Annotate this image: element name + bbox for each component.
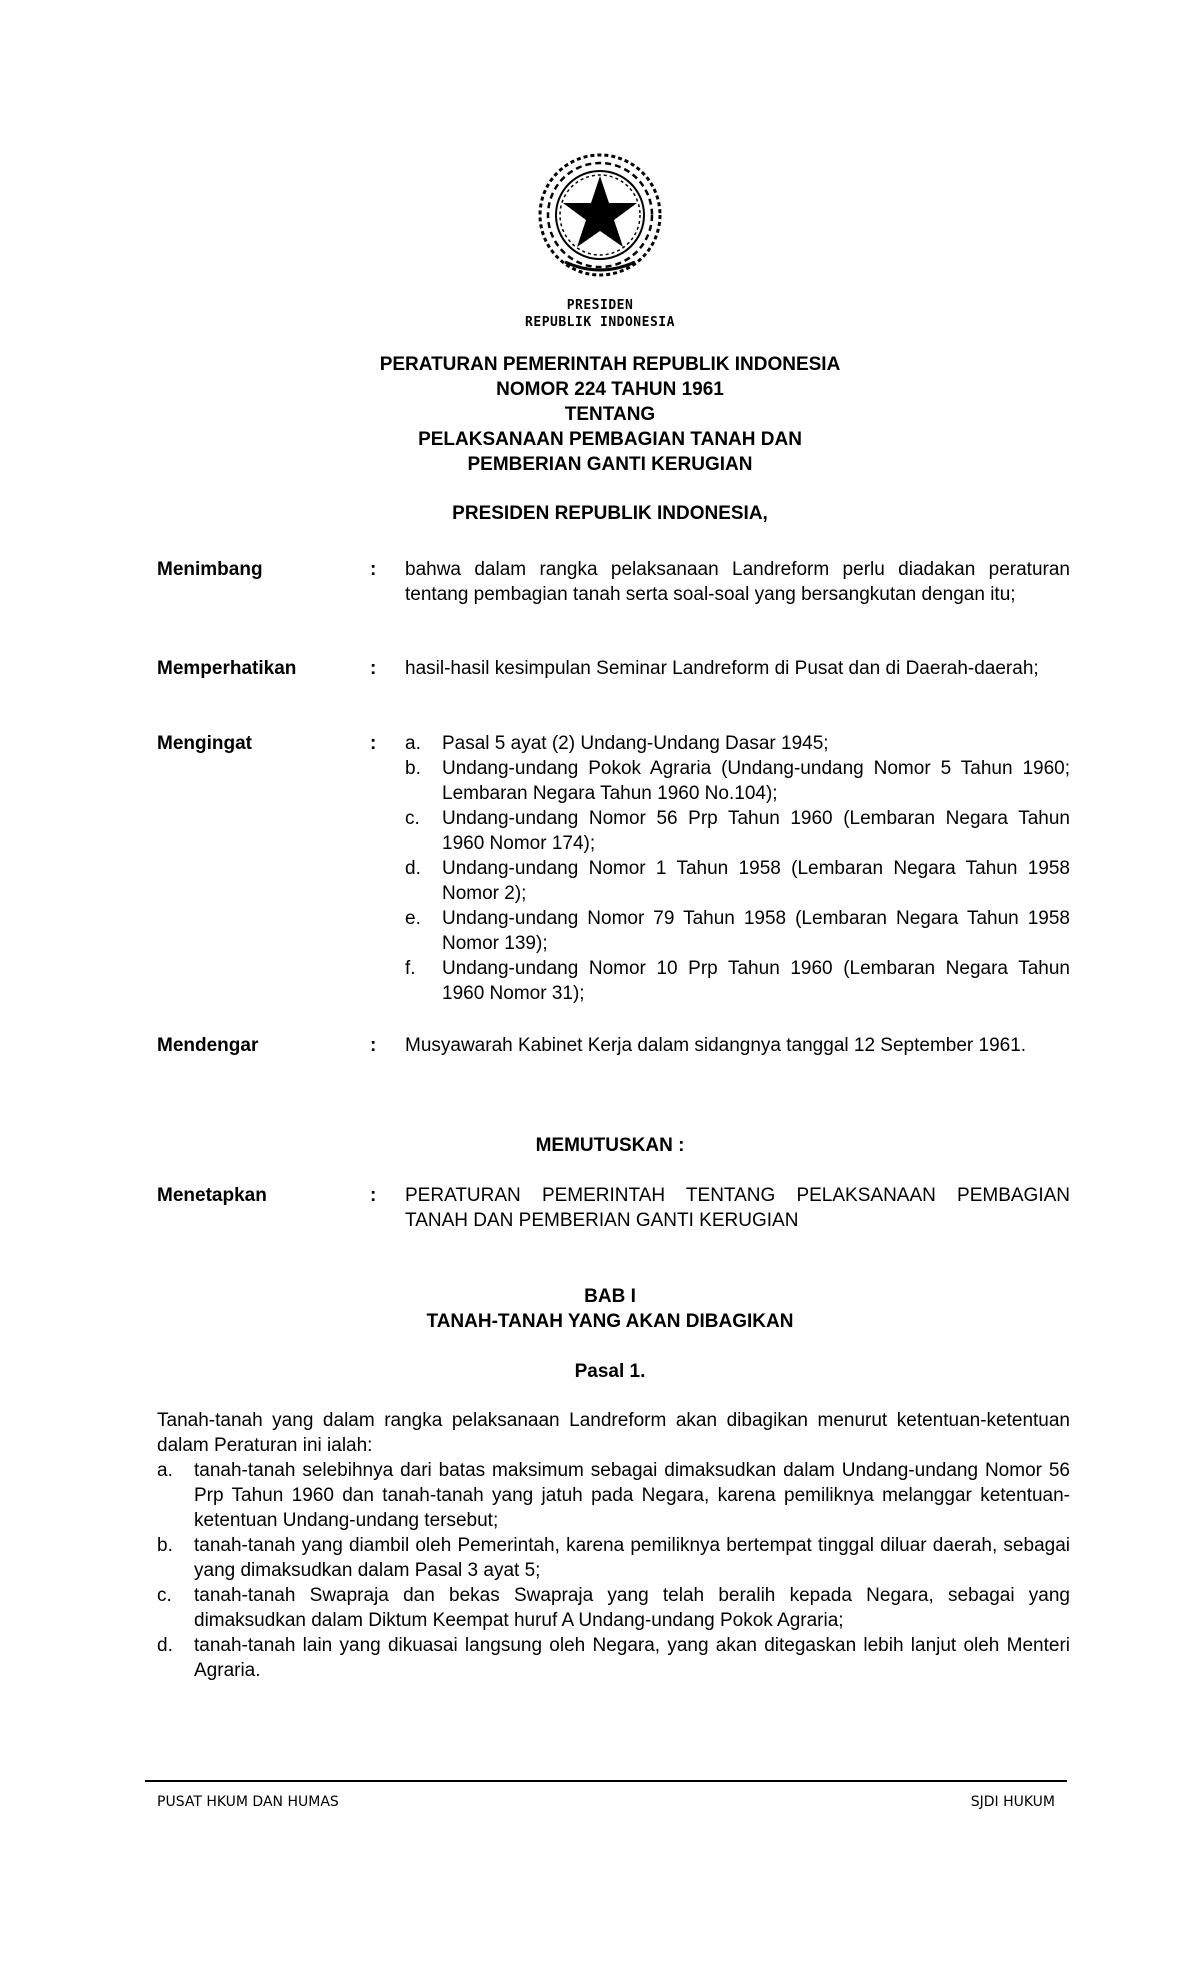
- consideration-label: Mendengar: [157, 1035, 259, 1056]
- footer-right-text: SJDI HUKUM: [970, 1794, 1055, 1810]
- emblem-caption-line2: REPUBLIK INDONESIA: [525, 315, 675, 330]
- list-letter: f.: [405, 958, 416, 979]
- list-text: Undang-undang Pokok Agraria (Undang-undang Nomor 5 Tahun 1960; Lembaran Negara Tahun 1960 No.104);: [442, 758, 1070, 804]
- garuda-star-emblem-icon: [535, 150, 665, 280]
- list-item: [405, 806, 1070, 856]
- list-text: Undang-undang Nomor 56 Prp Tahun 1960 (Lembaran Negara Tahun 1960 Nomor 174);: [442, 808, 1070, 854]
- consideration-text: bahwa dalam rangka pelaksanaan Landreform perlu diadakan peraturan tentang pembagian tanah serta soal-soal yang bersangkutan dengan itu;: [405, 559, 1070, 605]
- consideration-text: Musyawarah Kabinet Kerja dalam sidangnya tanggal 12 September 1961.: [405, 1035, 1027, 1056]
- list-item: [405, 906, 1070, 956]
- document-title: [200, 352, 1020, 477]
- consideration-label: Menimbang: [157, 559, 263, 580]
- decision-heading: MEMUTUSKAN :: [535, 1135, 685, 1156]
- list-letter: d.: [405, 858, 421, 879]
- consideration-label: Memperhatikan: [157, 658, 297, 679]
- list-text: tanah-tanah Swapraja dan bekas Swapraja yang telah beralih kepada Negara, sebagai yang dimaksudkan dalam Diktum Keempat huruf A Undang-undang Pokok Agraria;: [194, 1585, 1070, 1631]
- decision-label: Menetapkan: [157, 1185, 267, 1206]
- chapter-title: TANAH-TANAH YANG AKAN DIBAGIKAN: [426, 1311, 794, 1332]
- list-letter: a.: [405, 733, 421, 754]
- article-body: [157, 1408, 1070, 1683]
- list-text: tanah-tanah lain yang dikuasai langsung oleh Negara, yang akan ditegaskan lebih lanjut oleh Menteri Agraria.: [194, 1635, 1070, 1681]
- emblem-caption-line1: PRESIDEN: [566, 298, 634, 313]
- list-text: tanah-tanah selebihnya dari batas maksimum sebagai dimaksudkan dalam Undang-undang Nomor 56 Prp Tahun 1960 dan tanah-tanah yang jatuh pada Negara, karena pemiliknya melanggar ketentuan-ketentuan Undang-undang tersebut;: [194, 1460, 1070, 1531]
- footer-divider: [145, 1780, 1067, 1782]
- emblem-caption: [460, 297, 740, 331]
- issuer-heading: PRESIDEN REPUBLIK INDONESIA,: [452, 503, 768, 524]
- footer-left-text: PUSAT HKUM DAN HUMAS: [157, 1794, 339, 1810]
- title-line: PERATURAN PEMERINTAH REPUBLIK INDONESIA: [379, 354, 841, 375]
- article-heading: Pasal 1.: [574, 1361, 646, 1382]
- list-item: [405, 856, 1070, 906]
- list-letter: c.: [405, 808, 420, 829]
- consideration-colon: :: [370, 658, 377, 679]
- list-item: [157, 1633, 1070, 1683]
- consideration-mengingat: [157, 731, 1070, 1006]
- title-line: NOMOR 224 TAHUN 1961: [496, 379, 724, 400]
- consideration-text: hasil-hasil kesimpulan Seminar Landreform di Pusat dan di Daerah-daerah;: [405, 658, 1039, 679]
- decision-text: PERATURAN PEMERINTAH TENTANG PELAKSANAAN PEMBAGIAN TANAH DAN PEMBERIAN GANTI KERUGIAN: [405, 1185, 1070, 1231]
- list-item: [405, 756, 1070, 806]
- list-item: [405, 731, 1070, 756]
- consideration-memperhatikan: [157, 656, 1070, 681]
- list-item: [157, 1583, 1070, 1633]
- list-text: Undang-undang Nomor 10 Prp Tahun 1960 (Lembaran Negara Tahun 1960 Nomor 31);: [442, 958, 1070, 1004]
- consideration-menimbang: [157, 557, 1070, 607]
- title-line: TENTANG: [564, 404, 656, 425]
- list-text: tanah-tanah yang diambil oleh Pemerintah, karena pemiliknya bertempat tinggal diluar daerah, sebagai yang dimaksudkan dalam Pasal 3 ayat 5;: [194, 1535, 1070, 1581]
- article-intro: Tanah-tanah yang dalam rangka pelaksanaan Landreform akan dibagikan menurut ketentuan-ketentuan dalam Peraturan ini ialah:: [157, 1410, 1070, 1456]
- list-item: [157, 1533, 1070, 1583]
- list-text: Undang-undang Nomor 1 Tahun 1958 (Lembaran Negara Tahun 1958 Nomor 2);: [442, 858, 1070, 904]
- list-letter: b.: [157, 1535, 173, 1556]
- decision-menetapkan: [157, 1183, 1070, 1233]
- article-list: [157, 1458, 1070, 1683]
- consideration-mendengar: [157, 1033, 1070, 1058]
- list-letter: c.: [157, 1585, 172, 1606]
- title-line: PELAKSANAAN PEMBAGIAN TANAH DAN: [418, 429, 802, 450]
- legal-basis-list: [405, 731, 1070, 1006]
- list-text: Undang-undang Nomor 79 Tahun 1958 (Lembaran Negara Tahun 1958 Nomor 139);: [442, 908, 1070, 954]
- list-text: Pasal 5 ayat (2) Undang-Undang Dasar 1945;: [442, 733, 829, 754]
- decision-colon: :: [370, 1185, 377, 1206]
- consideration-colon: :: [370, 559, 377, 580]
- consideration-colon: :: [370, 733, 377, 754]
- list-item: [405, 956, 1070, 1006]
- consideration-colon: :: [370, 1035, 377, 1056]
- title-line: PEMBERIAN GANTI KERUGIAN: [467, 454, 753, 475]
- consideration-label: Mengingat: [157, 733, 252, 754]
- chapter-number: BAB I: [584, 1286, 636, 1307]
- list-letter: a.: [157, 1460, 173, 1481]
- list-letter: d.: [157, 1635, 173, 1656]
- list-letter: b.: [405, 758, 421, 779]
- list-letter: e.: [405, 908, 421, 929]
- list-item: [157, 1458, 1070, 1533]
